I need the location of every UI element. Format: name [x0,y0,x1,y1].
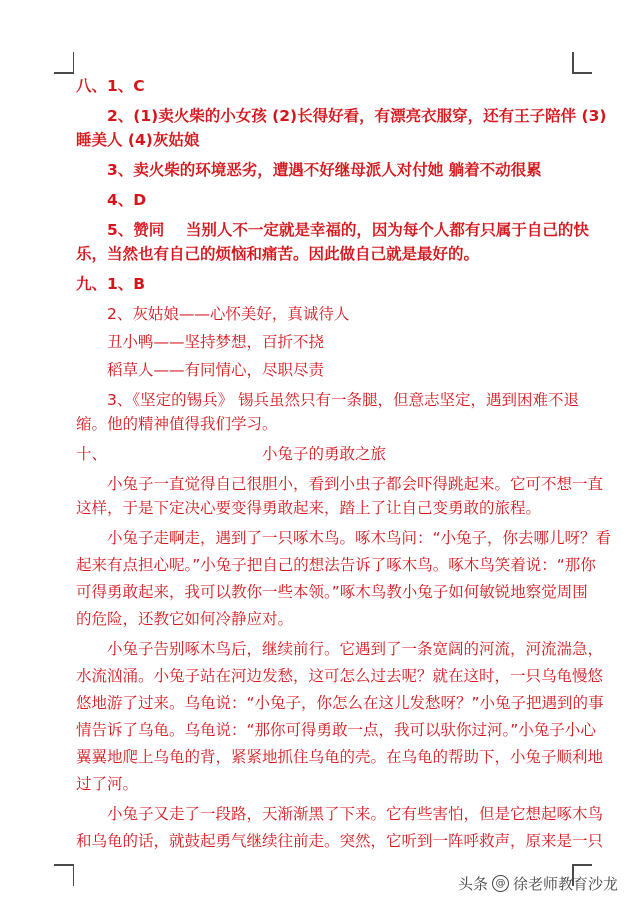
story-p1-line2: 这样，于是下定决心要变得勇敢起来，踏上了让自己变勇敢的旅程。 [76,499,542,517]
answer-8-1: 八、1、C [76,77,145,95]
answer-8-3: 3、卖火柴的环境恶劣，遭遇不好继母派人对付她 躺着不动很累 [107,161,542,179]
story-p3-line1: 小兔子告别啄木鸟后，继续前行。它遇到了一条宽阔的河流，河流湍急， [107,640,604,658]
story-p3-line6: 过了河。 [76,775,139,793]
crop-mark-br-h [572,864,592,866]
story-p3-line4: 情告诉了乌龟。乌龟说：“那你可得勇敢一点，我可以驮你过河。”小兔子小心 [76,721,596,739]
answer-9-3-line1: 3、《坚定的锡兵》 锡兵虽然只有一条腿，但意志坚定，遇到困难不退 [107,391,580,409]
answer-9-2-cinderella: 2、灰姑娘——心怀美好，真诚待人 [107,305,350,323]
watermark-prefix: 头条 [457,875,488,893]
crop-mark-bl-v [73,864,75,886]
answer-8-5-line1: 5、赞同 当别人不一定就是幸福的，因为每个人都有只属于自己的快 [107,221,589,239]
story-p4-line1: 小兔子又走了一段路，天渐渐黑了下来。它有些害怕，但是它想起啄木鸟 [107,805,604,823]
story-p2-line4: 的危险，还教它如何冷静应对。 [76,610,294,628]
watermark-author: 徐老师教育沙龙 [512,875,618,893]
story-p2-line3: 可得勇敢起来，我可以教你一些本领。”啄木鸟教小兔子如何敏锐地察觉周围 [76,583,588,601]
story-p2-line1: 小兔子走啊走，遇到了一只啄木鸟。啄木鸟问：“小兔子，你去哪儿呀？看 [107,529,612,547]
answer-9-3-line2: 缩。他的精神值得我们学习。 [76,415,278,433]
document-body [76,74,612,853]
story-p4-line2: 和乌龟的话，就鼓起勇气继续往前走。突然，它听到一阵呼救声，原来是一只 [76,832,604,850]
crop-mark-tr-v [572,52,574,73]
section-number: 十、 [76,445,108,463]
answer-8-5-line2: 乐，当然也有自己的烦恼和痛苦。因此做自己就是最好的。 [76,245,480,263]
story-p2-line2: 起来有点担心呢。”小兔子把自己的想法告诉了啄木鸟。啄木鸟笑着说：“那你 [76,556,596,574]
story-p3-line2: 水流汹涌。小兔子站在河边发愁，这可怎么过去呢？就在这时，一只乌龟慢悠 [76,667,604,685]
at-icon: @ [492,875,509,892]
crop-mark-bl-h [54,864,74,866]
answer-9-2-duckling: 丑小鸭——坚持梦想，百折不挠 [107,333,325,351]
answer-8-2-line2: 睡美人 (4)灰姑娘 [76,131,200,149]
story-title: 小兔子的勇敢之旅 [262,445,387,463]
answer-8-2-line1: 2、(1)卖火柴的小女孩 (2)长得好看，有漂亮衣服穿，还有王子陪伴 (3) [107,107,607,125]
story-p3-line3: 悠地游了过来。乌龟说：“小兔子，你怎么在这儿发愁呀？”小兔子把遇到的事 [76,694,604,712]
story-heading [76,442,576,466]
watermark [458,873,618,894]
crop-mark-tl-h [54,72,74,74]
answer-8-4: 4、D [107,191,147,209]
answer-9-1: 九、1、B [76,275,146,293]
story-p1-line1: 小兔子一直觉得自己很胆小，看到小虫子都会吓得跳起来。它可不想一直 [107,475,604,493]
crop-mark-tl-v [73,52,75,73]
story-p3-line5: 翼翼地爬上乌龟的背，紧紧地抓住乌龟的壳。在乌龟的帮助下，小兔子顺利地 [76,748,604,766]
answer-9-2-scarecrow: 稻草人——有同情心，尽职尽责 [107,361,325,379]
